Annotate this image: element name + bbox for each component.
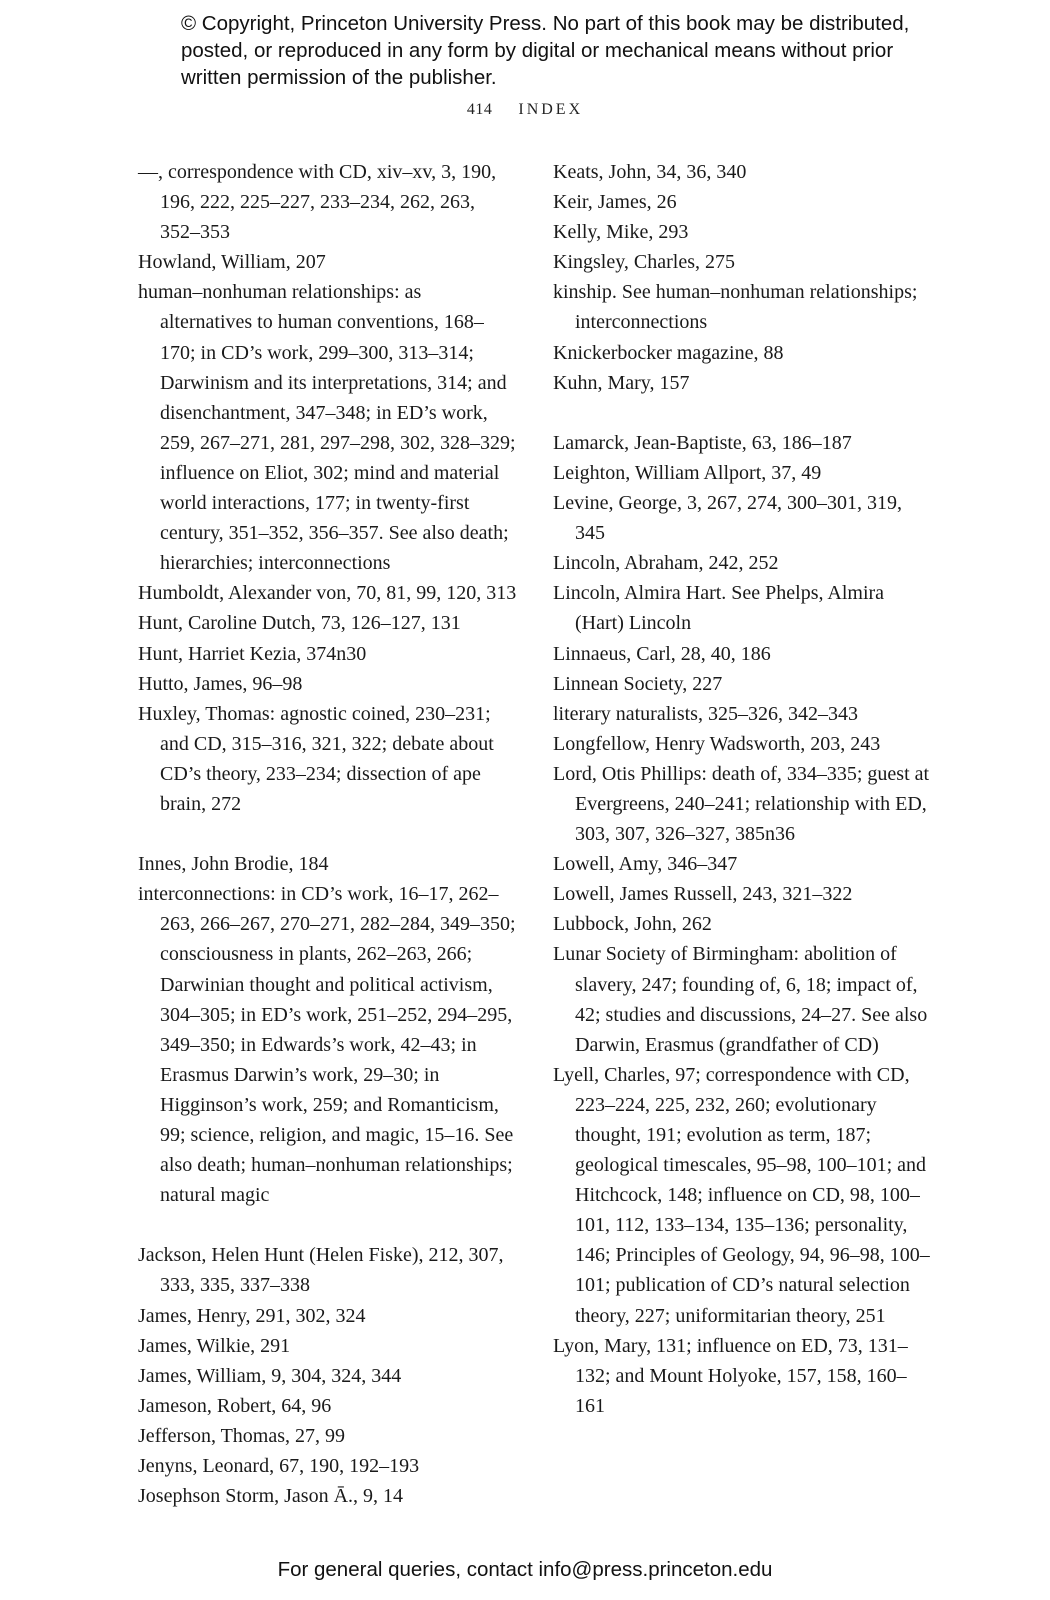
- index-entry: Lincoln, Abraham, 242, 252: [553, 552, 779, 575]
- index-entry: Kelly, Mike, 293: [553, 221, 689, 244]
- index-entry: Lamarck, Jean-Baptiste, 63, 186–187: [553, 431, 852, 454]
- index-entry: kinship. See human–nonhuman relationships; interconnections: [553, 281, 918, 334]
- index-entry: Jackson, Helen Hunt (Helen Fiske), 212, 307, 333, 335, 337–338: [138, 1244, 504, 1297]
- index-entry: Kingsley, Charles, 275: [553, 251, 736, 274]
- index-entry: Keir, James, 26: [553, 191, 677, 214]
- running-head: [0, 101, 1050, 119]
- index-entry: Lowell, Amy, 346–347: [553, 853, 738, 876]
- index-entry: James, William, 9, 304, 324, 344: [138, 1364, 402, 1387]
- index-column-left: [138, 157, 518, 1511]
- index-entry: Lowell, James Russell, 243, 321–322: [553, 883, 853, 906]
- footer-contact: For general queries, contact info@press.princeton.edu: [277, 1558, 773, 1581]
- page-number: 414: [466, 101, 493, 118]
- index-entry: Linnaeus, Carl, 28, 40, 186: [553, 642, 771, 665]
- index-entry: —, correspondence with CD, xiv–xv, 3, 190, 196, 222, 225–227, 233–234, 262, 263, 352–353: [138, 161, 497, 244]
- index-entry: interconnections: in CD’s work, 16–17, 262–263, 266–267, 270–271, 282–284, 349–350; consciousness in plants, 262–263, 266; Darwinian thought and political activism, 304–305; in ED’s work, 251–252, 294–295, 349–350; in Edwards’s work, 42–43; in Erasmus Darwin’s work, 29–30; in Higginson’s work, 259; and Romanticism, 99; science, religion, and magic, 15–16. See also death; human–nonhuman relationships; natural magic: [138, 883, 516, 1207]
- index-entry: Lincoln, Almira Hart. See Phelps, Almira (Hart) Lincoln: [553, 582, 885, 635]
- index-column-right: [553, 157, 933, 1421]
- index-entry: Lyell, Charles, 97; correspondence with CD, 223–224, 225, 232, 260; evolutionary thought, 191; evolution as term, 187; geological timescales, 95–98, 100–101; and Hitchcock, 148; influence on CD, 98, 100–101, 112, 133–134, 135–136; personality, 146; Principles of Geology, 94, 96–98, 100–101; publication of CD’s natural selection theory, 227; uniformitarian theory, 251: [553, 1063, 930, 1327]
- index-entry: Hunt, Harriet Kezia, 374n30: [138, 642, 367, 665]
- index-entry: Leighton, William Allport, 37, 49: [553, 461, 822, 484]
- index-entry: Lunar Society of Birmingham: abolition of slavery, 247; founding of, 6, 18; impact of, 42; studies and discussions, 24–27. See also Darwin, Erasmus (grandfather of CD): [553, 943, 928, 1056]
- index-entry: human–nonhuman relationships: as alternatives to human conventions, 168–170; in CD’s work, 299–300, 313–314; Darwinism and its interpretations, 314; and disenchantment, 347–348; in ED’s work, 259, 267–271, 281, 297–298, 302, 328–329; influence on Eliot, 302; mind and material world interactions, 177; in twenty-first century, 351–352, 356–357. See also death; hierarchies; interconnections: [138, 281, 516, 575]
- index-entry: Keats, John, 34, 36, 340: [553, 161, 747, 183]
- index-entry: Josephson Storm, Jason Ā., 9, 14: [138, 1485, 404, 1508]
- index-entry: Kuhn, Mary, 157: [553, 371, 690, 394]
- index-entry: Hunt, Caroline Dutch, 73, 126–127, 131: [138, 612, 461, 635]
- index-entry: Lyon, Mary, 131; influence on ED, 73, 131–132; and Mount Holyoke, 157, 158, 160–161: [553, 1334, 908, 1417]
- index-entry: Levine, George, 3, 267, 274, 300–301, 319, 345: [553, 492, 903, 545]
- index-entry: Linnean Society, 227: [553, 672, 723, 695]
- running-head-title: INDEX: [518, 101, 584, 118]
- index-entry: Lubbock, John, 262: [553, 913, 712, 936]
- index-entry: Jefferson, Thomas, 27, 99: [138, 1424, 346, 1447]
- index-entry: Lord, Otis Phillips: death of, 334–335; guest at Evergreens, 240–241; relationship with ED, 303, 307, 326–327, 385n36: [553, 762, 930, 846]
- index-entry: Hutto, James, 96–98: [138, 672, 303, 695]
- index-entry: Humboldt, Alexander von, 70, 81, 99, 120, 313: [138, 582, 517, 605]
- index-entry: Knickerbocker magazine, 88: [553, 341, 784, 364]
- index-entry: Huxley, Thomas: agnostic coined, 230–231; and CD, 315–316, 321, 322; debate about CD’s theory, 233–234; dissection of ape brain, 272: [138, 702, 494, 815]
- index-entry: James, Wilkie, 291: [138, 1334, 291, 1357]
- index-entry: Jenyns, Leonard, 67, 190, 192–193: [138, 1455, 420, 1478]
- index-entry: Longfellow, Henry Wadsworth, 203, 243: [553, 732, 881, 755]
- index-entry: literary naturalists, 325–326, 342–343: [553, 702, 858, 725]
- index-entry: Jameson, Robert, 64, 96: [138, 1394, 332, 1417]
- index-entry: Innes, John Brodie, 184: [138, 853, 329, 876]
- copyright-notice: © Copyright, Princeton University Press. No part of this book may be distributed, posted, or reproduced in any form by digital or mechanical means without prior written permission of the publisher.: [181, 12, 910, 89]
- index-entry: James, Henry, 291, 302, 324: [138, 1304, 366, 1327]
- index-entry: Howland, William, 207: [138, 251, 326, 274]
